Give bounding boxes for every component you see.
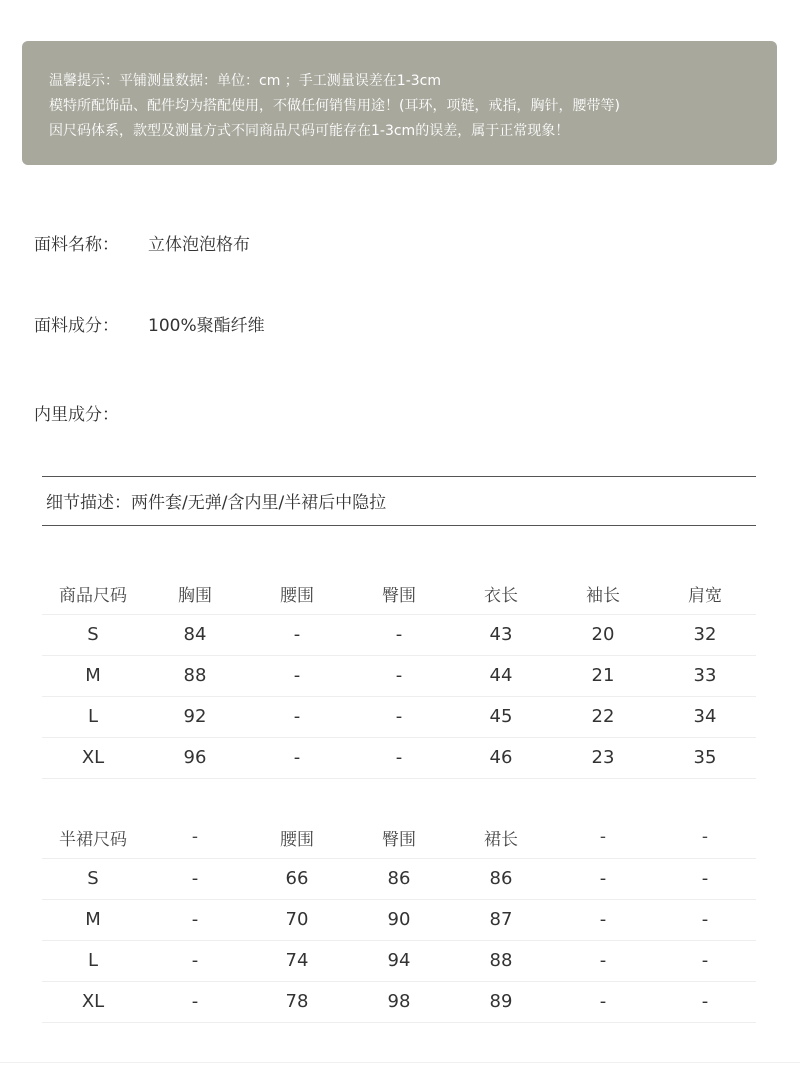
size-label-cell: XL: [42, 737, 144, 778]
measurement-cell: 21: [552, 655, 654, 696]
table-row: [42, 981, 756, 1022]
measurement-cell: 20: [552, 614, 654, 655]
detail-description: 细节描述：两件套/无弹/含内里/半裙后中隐拉: [46, 493, 387, 513]
table-header-cell: 裙长: [450, 817, 552, 858]
measurement-cell: 86: [348, 858, 450, 899]
table-header-cell: 袖长: [552, 573, 654, 614]
measurement-cell: -: [348, 614, 450, 655]
measurement-cell: -: [246, 655, 348, 696]
table-header-cell: 衣长: [450, 573, 552, 614]
measurement-cell: 23: [552, 737, 654, 778]
table-row: [42, 940, 756, 981]
measurement-cell: -: [348, 737, 450, 778]
measurement-cell: 98: [348, 981, 450, 1022]
detail-top-divider: [42, 476, 756, 477]
table-row: [42, 899, 756, 940]
measurement-cell: 46: [450, 737, 552, 778]
measurement-cell: 94: [348, 940, 450, 981]
measurement-cell: -: [552, 899, 654, 940]
table-row: [42, 858, 756, 899]
lining-composition-label: 内里成分：: [34, 405, 119, 425]
measurement-cell: 66: [246, 858, 348, 899]
measurement-cell: -: [144, 981, 246, 1022]
size-label-cell: XL: [42, 981, 144, 1022]
fabric-composition-label: 面料成分：: [34, 316, 119, 336]
table-row: [42, 737, 756, 778]
table-header-cell: -: [144, 817, 246, 858]
table-header-cell: 腰围: [246, 573, 348, 614]
measurement-cell: 74: [246, 940, 348, 981]
measurement-cell: -: [552, 858, 654, 899]
table-header-cell: -: [552, 817, 654, 858]
size-label-cell: L: [42, 940, 144, 981]
measurement-cell: 34: [654, 696, 756, 737]
measurement-cell: 87: [450, 899, 552, 940]
measurement-cell: 70: [246, 899, 348, 940]
measurement-cell: 96: [144, 737, 246, 778]
table-header-cell: 臀围: [348, 573, 450, 614]
table-header-cell: 腰围: [246, 817, 348, 858]
notice-line-3: 因尺码体系，款型及测量方式不同商品尺码可能存在1-3cm的误差，属于正常现象！: [49, 123, 570, 139]
measurement-cell: 45: [450, 696, 552, 737]
measurement-cell: -: [654, 981, 756, 1022]
measurement-cell: 78: [246, 981, 348, 1022]
detail-bottom-divider: [42, 525, 756, 526]
table-header-cell: 胸围: [144, 573, 246, 614]
measurement-cell: -: [144, 858, 246, 899]
notice-line-1: 温馨提示：平铺测量数据：单位：cm ；手工测量误差在1-3cm: [49, 73, 441, 89]
notice-line-2: 模特所配饰品、配件均为搭配使用，不做任何销售用途！(耳环，项链，戒指，胸针，腰带等): [49, 98, 620, 114]
measurement-cell: -: [654, 899, 756, 940]
measurement-cell: 88: [144, 655, 246, 696]
measurement-cell: -: [348, 655, 450, 696]
measurement-cell: -: [654, 858, 756, 899]
table-header-cell: -: [654, 817, 756, 858]
measurement-cell: 32: [654, 614, 756, 655]
measurement-cell: 44: [450, 655, 552, 696]
table-row: [42, 696, 756, 737]
measurement-cell: 89: [450, 981, 552, 1022]
measurement-cell: 22: [552, 696, 654, 737]
size-label-cell: L: [42, 696, 144, 737]
fabric-name-label: 面料名称：: [34, 235, 119, 255]
top-size-table: [42, 573, 756, 779]
size-label-cell: S: [42, 614, 144, 655]
measurement-cell: -: [144, 899, 246, 940]
size-label-cell: M: [42, 655, 144, 696]
fabric-composition-field: [34, 311, 265, 336]
measurement-cell: -: [552, 981, 654, 1022]
fabric-name-field: [34, 230, 250, 255]
page-bottom-divider: [0, 1062, 800, 1063]
lining-composition-field: [34, 400, 148, 425]
table-header-cell: 商品尺码: [42, 573, 144, 614]
fabric-name-value: 立体泡泡格布: [148, 235, 250, 255]
measurement-cell: -: [246, 614, 348, 655]
measurement-notice: [22, 41, 777, 165]
table-header-cell: 臀围: [348, 817, 450, 858]
size-label-cell: S: [42, 858, 144, 899]
skirt-size-table: [42, 817, 756, 1023]
table-header-row: [42, 573, 756, 614]
measurement-cell: -: [552, 940, 654, 981]
measurement-cell: 88: [450, 940, 552, 981]
measurement-cell: 33: [654, 655, 756, 696]
measurement-cell: 43: [450, 614, 552, 655]
measurement-cell: -: [348, 696, 450, 737]
measurement-cell: 84: [144, 614, 246, 655]
table-row: [42, 614, 756, 655]
measurement-cell: -: [144, 940, 246, 981]
measurement-cell: 92: [144, 696, 246, 737]
measurement-cell: -: [654, 940, 756, 981]
measurement-cell: 35: [654, 737, 756, 778]
table-header-cell: 半裙尺码: [42, 817, 144, 858]
size-label-cell: M: [42, 899, 144, 940]
table-header-row: [42, 817, 756, 858]
measurement-cell: 86: [450, 858, 552, 899]
measurement-cell: 90: [348, 899, 450, 940]
fabric-composition-value: 100%聚酯纤维: [148, 316, 265, 336]
table-row: [42, 655, 756, 696]
measurement-cell: -: [246, 696, 348, 737]
measurement-cell: -: [246, 737, 348, 778]
table-header-cell: 肩宽: [654, 573, 756, 614]
